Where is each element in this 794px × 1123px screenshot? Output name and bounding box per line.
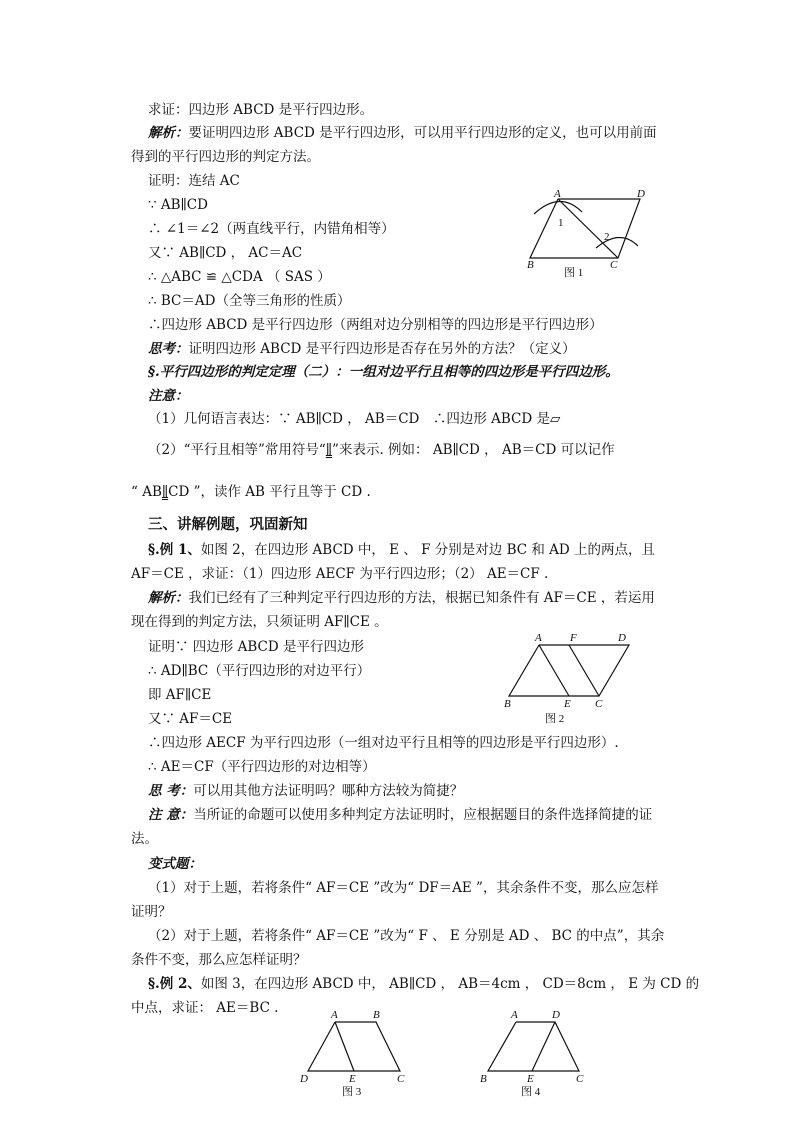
label-d: D	[637, 188, 645, 200]
arc-a	[534, 201, 582, 214]
text-line	[148, 975, 699, 993]
label-note: 注 意：	[148, 807, 194, 823]
text-line: 求证：四边形 ABCD 是平行四边形。	[148, 102, 374, 118]
text-span: 我们已经有了三种判定平行四边形的方法，根据已知条件有 AF＝CE ，若运用	[188, 590, 655, 606]
label-think: 思考：	[148, 341, 189, 357]
text-line: ∴ AE＝CF（平行四边形的对边相等）	[148, 759, 376, 775]
figure-caption: 图 1	[564, 267, 584, 279]
label-a: A	[535, 632, 542, 644]
label-f: F	[570, 632, 577, 644]
label-d: D	[618, 632, 626, 644]
label-b: B	[373, 1009, 380, 1021]
text-line: 证明∵ 四边形 ABCD 是平行四边形	[148, 639, 364, 655]
text-span: 要证明四边形 ABCD 是平行四边形，可以用平行四边形的定义，也可以用前面	[188, 125, 657, 141]
label-c: C	[576, 1073, 584, 1085]
text-line: 又∵ AF＝CE	[148, 711, 233, 727]
figure-2	[500, 628, 640, 726]
text-line: 又∵ AB∥CD ， AC＝AC	[148, 245, 303, 261]
text-line: 即 AF∥CE	[148, 687, 212, 703]
text-line: ∴ BC＝AD（全等三角形的性质）	[148, 293, 351, 309]
angle-1-label: 1	[558, 217, 564, 229]
segment-ae	[335, 1022, 354, 1071]
text-line	[131, 483, 371, 501]
angle-2-label: 2	[604, 231, 610, 243]
figure-caption: 图 4	[521, 1086, 541, 1098]
figure-caption: 图 2	[545, 713, 565, 725]
text-span: 可以用其他方法证明吗？哪种方法较为简捷？	[193, 783, 464, 799]
segment-de	[532, 1022, 555, 1071]
text-line	[148, 340, 576, 358]
label-a: A	[511, 1009, 518, 1021]
label-b: B	[527, 259, 534, 271]
figure-1	[520, 186, 650, 282]
label-analysis: 解析：	[148, 125, 189, 141]
label-d: D	[552, 1009, 560, 1021]
text-line: （2）对于上题，若将条件“ AF＝CE ”改为“ F 、 E 分别是 AD 、 BC 的中点”，其余	[148, 928, 665, 944]
trapezoid-abcd	[488, 1022, 579, 1071]
section-heading: 三、讲解例题，巩固新知	[148, 516, 308, 533]
label-e: E	[527, 1073, 534, 1085]
text-line: ∴四边形 AECF 为平行四边形（一组对边平行且相等的四边形是平行四边形）.	[148, 735, 619, 751]
text-span: CD ”，读作 AB 平行且等于 CD .	[168, 484, 371, 500]
text-line: ∴ △ABC ≌ △CDA （ SAS ）	[148, 269, 331, 285]
label-analysis: 解析：	[148, 590, 189, 606]
text-line: （1）几何语言表达：∵ AB∥CD ， AB＝CD ∴四边形 ABCD 是▱	[148, 411, 561, 427]
text-line: 证明？	[131, 904, 172, 920]
parallelogram-abcd	[509, 645, 629, 696]
label-b: B	[504, 698, 511, 710]
example-label: §.例 1、	[148, 542, 201, 558]
text-line	[148, 441, 615, 459]
text-line: 中点，求证： AE＝BC .	[131, 1000, 279, 1016]
text-line: ∴ AD∥BC（平行四边形的对边平行）	[148, 663, 371, 679]
text-line: ∴四边形 ABCD 是平行四边形（两组对边分别相等的四边形是平行四边形）	[148, 317, 603, 333]
label-e: E	[564, 698, 571, 710]
text-span: 当所证的命题可以使用多种判定方法证明时，应根据题目的条件选择简捷的证	[193, 807, 653, 823]
text-span: 如图 3，在四边形 ABCD 中， AB∥CD ， AB＝4cm ， CD＝8cm ， E 为 CD 的	[200, 976, 700, 992]
example-label: §.例 2、	[148, 976, 201, 992]
theorem-line: §.平行四边形的判定定理（二）：一组对边平行且相等的四边形是平行四边形。	[148, 364, 619, 380]
figure-caption: 图 3	[342, 1086, 362, 1098]
text-line: （1）对于上题，若将条件“ AF＝CE ”改为“ DF＝AE ”，其余条件不变，那么应怎样	[148, 880, 659, 896]
text-line: ∵ AB∥CD	[148, 197, 208, 213]
text-span: （2）“平行且相等”常用符号“	[148, 442, 326, 458]
label-c: C	[610, 259, 618, 271]
label-e: E	[349, 1073, 356, 1085]
segment-fc	[569, 645, 599, 696]
label-note: 注意：	[148, 388, 189, 404]
text-line	[148, 806, 652, 824]
label-b: B	[480, 1073, 487, 1085]
parallel-equal-symbol: ∥	[161, 484, 169, 500]
label-a: A	[554, 188, 561, 200]
text-span: 证明四边形 ABCD 是平行四边形是否存在另外的方法？（定义）	[188, 341, 576, 357]
text-span: ”来表示. 例如： AB∥CD ， AB＝CD 可以记作	[332, 442, 615, 458]
label-variant: 变式题：	[148, 856, 202, 872]
figure-4	[476, 1006, 596, 1100]
label-a: A	[331, 1009, 338, 1021]
parallel-equal-symbol: ∥	[325, 442, 333, 458]
text-line: 条件不变，那么应怎样证明？	[131, 952, 307, 968]
label-d: D	[300, 1073, 308, 1085]
text-line: 证明：连结 AC	[148, 173, 240, 189]
text-line	[148, 782, 463, 800]
text-line: 得到的平行四边形的判定方法。	[131, 149, 320, 165]
text-line: 法。	[131, 831, 158, 847]
segment-ae	[539, 645, 569, 696]
label-c: C	[595, 698, 603, 710]
label-c: C	[397, 1073, 405, 1085]
arc-c	[596, 237, 638, 248]
text-line	[148, 124, 657, 142]
diagonal-ac	[558, 199, 618, 258]
parallelogram-abcd	[530, 199, 640, 258]
text-line: AF＝CE ，求证：（1）四边形 AECF 为平行四边形；（2） AE＝CF .	[131, 566, 549, 582]
text-span: “ AB	[131, 484, 162, 500]
text-line	[148, 589, 655, 607]
label-think: 思 考：	[148, 783, 194, 799]
text-span: 如图 2，在四边形 ABCD 中， E 、 F 分别是对边 BC 和 AD 上的两点，且	[200, 542, 656, 558]
figure-3	[296, 1006, 416, 1100]
text-line: 现在得到的判定方法，只须证明 AF∥CE 。	[131, 614, 388, 630]
trapezoid-abcd	[308, 1022, 400, 1071]
text-line	[148, 541, 655, 559]
text-line: ∴ ∠1＝∠2（两直线平行，内错角相等）	[148, 221, 395, 237]
